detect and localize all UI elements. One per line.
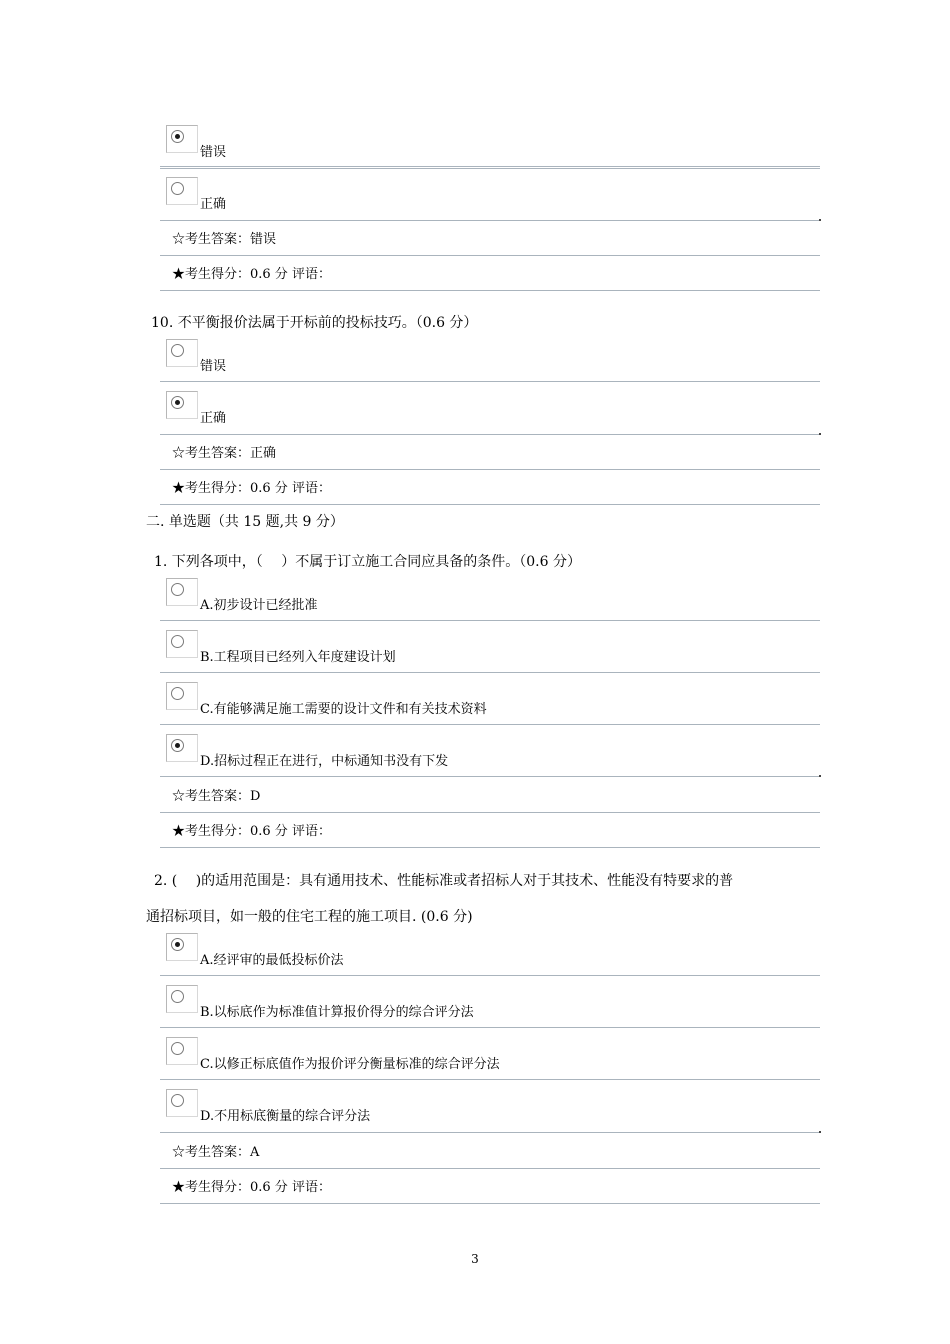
option-label: D.招标过程正在进行，中标通知书没有下发 xyxy=(200,754,449,769)
radio-unchecked-icon[interactable] xyxy=(171,182,184,195)
radio-unchecked-icon[interactable] xyxy=(171,1094,184,1107)
radio-unchecked-icon[interactable] xyxy=(171,687,184,700)
radio-box xyxy=(166,177,198,205)
radio-unchecked-icon[interactable] xyxy=(171,635,184,648)
page-number: 3 xyxy=(471,1252,479,1266)
divider-tick xyxy=(819,775,821,777)
option-label: B.以标底作为标准值计算报价得分的综合评分法 xyxy=(200,1005,474,1020)
option-row[interactable] xyxy=(160,630,820,678)
radio-box xyxy=(166,1089,198,1117)
divider xyxy=(160,776,820,777)
option-row[interactable] xyxy=(160,985,820,1033)
divider xyxy=(160,381,820,382)
radio-unchecked-icon[interactable] xyxy=(171,344,184,357)
radio-box xyxy=(166,391,198,419)
option-label: 正确 xyxy=(200,197,227,212)
divider xyxy=(160,620,820,621)
radio-box xyxy=(166,933,198,961)
divider-tick xyxy=(819,219,821,221)
score-text: ★考生得分：0.6 分 评语： xyxy=(172,824,331,839)
option-row[interactable] xyxy=(160,177,820,225)
answer-text: ☆考生答案：正确 xyxy=(172,446,277,461)
divider xyxy=(160,847,820,848)
question-text-line2: 通招标项目，如一般的住宅工程的施工项目. (0.6 分) xyxy=(146,909,473,925)
divider xyxy=(160,1168,820,1169)
divider xyxy=(160,975,820,976)
question-text-line1: 2. ( )的适用范围是：具有通用技术、性能标准或者招标人对于其技术、性能没有特要求的普 xyxy=(154,873,734,889)
option-label: C.有能够满足施工需要的设计文件和有关技术资料 xyxy=(200,702,487,717)
radio-box xyxy=(166,578,198,606)
option-label: B.工程项目已经列入年度建设计划 xyxy=(200,650,396,665)
option-row[interactable] xyxy=(160,578,820,626)
divider xyxy=(160,290,820,291)
radio-unchecked-icon[interactable] xyxy=(171,990,184,1003)
radio-checked-icon[interactable] xyxy=(171,130,184,143)
answer-text: ☆考生答案：错误 xyxy=(172,232,277,247)
score-text: ★考生得分：0.6 分 评语： xyxy=(172,481,331,496)
divider-tick xyxy=(819,1131,821,1133)
radio-box xyxy=(166,734,198,762)
divider xyxy=(160,1079,820,1080)
option-label: D.不用标底衡量的综合评分法 xyxy=(200,1109,371,1124)
option-row[interactable] xyxy=(160,682,820,730)
radio-checked-icon[interactable] xyxy=(171,396,184,409)
divider xyxy=(160,255,820,256)
score-text: ★考生得分：0.6 分 评语： xyxy=(172,1180,331,1195)
divider-tick xyxy=(819,433,821,435)
divider xyxy=(160,672,820,673)
option-label: A.经评审的最低投标价法 xyxy=(200,953,344,968)
option-label: 错误 xyxy=(200,359,227,374)
radio-box xyxy=(166,630,198,658)
radio-unchecked-icon[interactable] xyxy=(171,1042,184,1055)
option-label: C.以修正标底值作为报价评分衡量标准的综合评分法 xyxy=(200,1057,500,1072)
divider xyxy=(160,1132,820,1133)
question-text: 10. 不平衡报价法属于开标前的投标技巧。（0.6 分） xyxy=(151,315,478,331)
score-text: ★考生得分：0.6 分 评语： xyxy=(172,267,331,282)
radio-box xyxy=(166,339,198,367)
option-label: 错误 xyxy=(200,145,227,160)
option-label: 正确 xyxy=(200,411,227,426)
question-text: 1. 下列各项中，（ ）不属于订立施工合同应具备的条件。（0.6 分） xyxy=(154,554,581,570)
divider xyxy=(160,166,820,169)
radio-box xyxy=(166,1037,198,1065)
divider xyxy=(160,1203,820,1204)
option-row[interactable] xyxy=(160,933,820,981)
answer-text: ☆考生答案：A xyxy=(172,1145,260,1160)
option-row[interactable] xyxy=(160,734,820,782)
answer-text: ☆考生答案：D xyxy=(172,789,261,804)
option-row[interactable] xyxy=(160,391,820,439)
option-label: A.初步设计已经批准 xyxy=(200,598,318,613)
section-title: 二. 单选题（共 15 题,共 9 分） xyxy=(146,514,344,530)
radio-box xyxy=(166,682,198,710)
option-row[interactable] xyxy=(160,1089,820,1137)
divider xyxy=(160,469,820,470)
radio-checked-icon[interactable] xyxy=(171,739,184,752)
radio-unchecked-icon[interactable] xyxy=(171,583,184,596)
radio-checked-icon[interactable] xyxy=(171,938,184,951)
option-row[interactable] xyxy=(160,1037,820,1085)
divider xyxy=(160,434,820,435)
divider xyxy=(160,724,820,725)
divider xyxy=(160,220,820,221)
option-row[interactable] xyxy=(160,339,820,387)
radio-box xyxy=(166,125,198,153)
radio-box xyxy=(166,985,198,1013)
divider xyxy=(160,812,820,813)
divider xyxy=(160,504,820,505)
divider xyxy=(160,1027,820,1028)
